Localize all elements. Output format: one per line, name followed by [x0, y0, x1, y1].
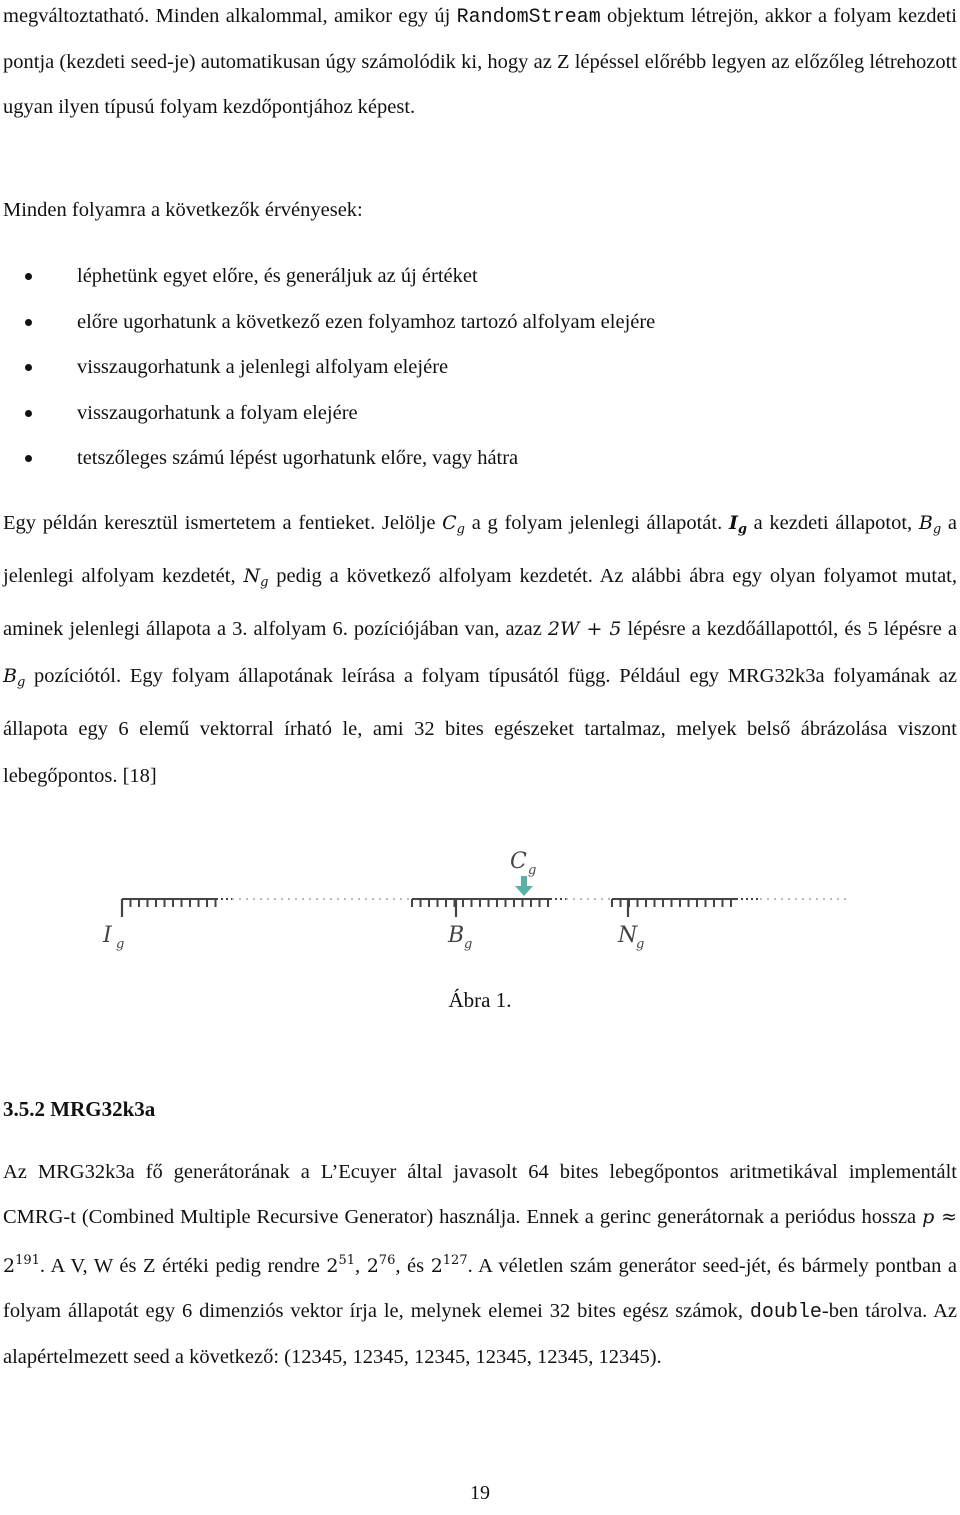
figure-caption: Ábra 1.: [448, 988, 512, 1012]
label-c: C: [510, 849, 527, 874]
section-heading: 3.5.2 MRG32k3a: [3, 1097, 156, 1121]
expression-2w-plus-5: 2W + 5: [547, 618, 622, 640]
text: lépésre a kezdőállapottól, és 5 lépésre a: [621, 618, 957, 640]
text: -ben tárolva. Az alapértelmezett seed a következő: (12345, 12345, 12345, 12345, 12345, 12345).: [3, 1299, 957, 1368]
text: a g folyam jelenlegi állapotát.: [465, 512, 729, 534]
approx-expression: ≈ $2^{191}$: [3, 1205, 958, 1277]
paragraph-example: [3, 500, 957, 800]
page-number: 19: [470, 1482, 490, 1504]
text: . A véletlen szám generátor seed-jét, és bármely pontban a folyam állapotát egy 6 dimenziós vektor írja le, melynek elemei 32 bites egész számok,: [3, 1255, 958, 1322]
text: megváltoztatható. Minden alkalommal, amikor egy új: [3, 5, 457, 27]
text: objektum létrejön, akkor a folyam kezdeti pontja (kezdeti seed-je) automatikusan úgy számolódik ki, hogy az Z lépéssel előrébb legyen az előzőleg létrehozott ugyan ilyen típusú folyam kezdőpontjához képest.: [3, 5, 957, 118]
symbol-b: $B_g$: [3, 665, 26, 690]
power-127: $2^{127}$: [430, 1253, 468, 1277]
text: a jelenlegi alfolyam kezdetét,: [3, 512, 957, 587]
list-item: tetszőleges számú lépést ugorhatunk előre, vagy hátra: [0, 436, 655, 482]
symbol-c: $C_g$: [442, 512, 465, 537]
stream-ticks: [122, 899, 850, 917]
power-76: $2^{76}$: [366, 1253, 396, 1277]
label-i: I: [103, 923, 112, 948]
symbol-n: $N_g$: [243, 565, 269, 590]
paragraph-rules-intro: Minden folyamra a következők érvényesek:: [3, 199, 363, 221]
symbol-i: $I_g$: [728, 512, 747, 537]
label-i-sub: g: [116, 937, 125, 952]
list-item: előre ugorhatunk a következő ezen folyamhoz tartozó alfolyam elejére: [0, 300, 655, 346]
list-item: visszaugorhatunk a folyam elejére: [0, 391, 655, 437]
paragraph-mrg32k3a: Az MRG32k3a fő generátorának a L’Ecuyer által javasolt 64 bites lebegőpontos aritmetikával implementált CMRG-t (Combined Multiple Recursive Generator) használja. Ennek a gerinc generátornak a periódus hossza $p \approx 2^{191}$. A V, W és Z értéki pedig rendre $2^{51}$, $2^{76}$, és $2^{127}$. A véletlen szám generátor seed-jét, és bármely pontban a folyam állapotát egy 6 dimenziós vektor írja le, melynek elemei 32 bites egész számok, double-ben tárolva. Az alapértelmezett seed a következő: (12345, 12345, 12345, 12345, 12345, 12345).: [3, 1161, 958, 1368]
code-double: double: [749, 1300, 822, 1324]
stream-diagram: [0, 830, 960, 970]
text: Az MRG32k3a fő generátorának a L’Ecuyer által javasolt 64 bites lebegőpontos aritmetikával implementált CMRG-t (Combined Multiple Recursive Generator) használja. Ennek a gerinc generátornak a periódus hossza: [3, 1161, 957, 1228]
text: . A V, W és Z értéki pedig rendre: [39, 1255, 327, 1277]
text: Egy példán keresztül ismertetem a fentieket. Jelölje: [3, 512, 443, 534]
paragraph-intro: [3, 0, 957, 130]
code-randomstream: RandomStream: [456, 6, 601, 29]
list-item: léphetünk egyet előre, és generáljuk az új értéket: [0, 254, 655, 300]
label-n: N: [618, 923, 638, 948]
text: pozíciótól. Egy folyam állapotának leírása a folyam típusától függ. Például egy MRG32k3a folyamának az állapota egy 6 elemű vektorral írható le, ami 32 bites egészeket tartalmaz, melyek belső ábrázolása viszont lebegőpontos. [18]: [3, 665, 957, 787]
label-n-sub: g: [636, 937, 645, 952]
symbol-b: $B_g$: [918, 512, 942, 537]
label-b-sub: g: [464, 937, 473, 952]
list-item: visszaugorhatunk a jelenlegi alfolyam elejére: [0, 345, 655, 391]
label-b: B: [448, 923, 465, 948]
label-c-sub: g: [528, 863, 537, 878]
text: a kezdeti állapotot,: [746, 512, 919, 534]
symbol-p: p: [922, 1205, 935, 1228]
text: pedig a következő alfolyam kezdetét. Az alábbi ábra egy olyan folyamot mutat, aminek jelenlegi állapota a 3. alfolyam 6. pozíciójában van, azaz: [3, 565, 957, 640]
power-51: $2^{51}$: [326, 1253, 355, 1277]
rules-list: [0, 254, 655, 482]
arrow-down-icon: [515, 876, 533, 896]
